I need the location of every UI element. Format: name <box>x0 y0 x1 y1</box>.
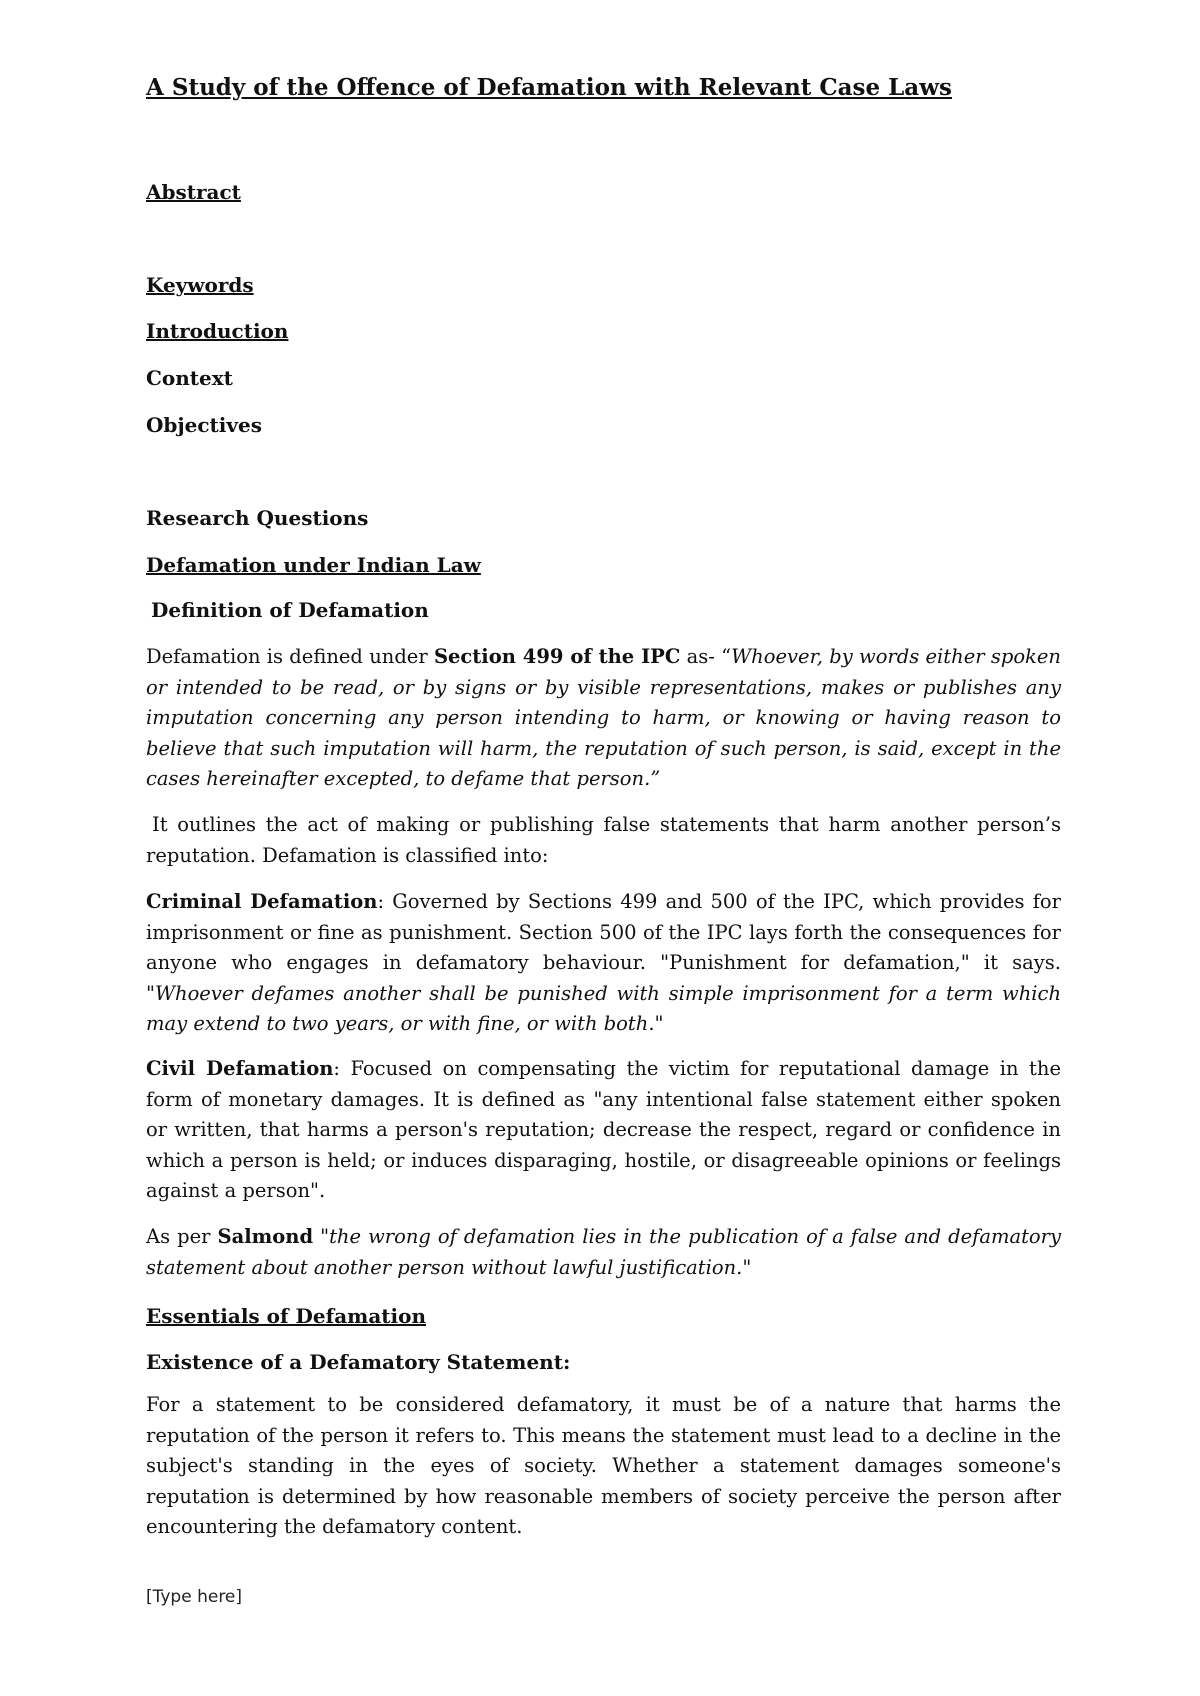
heading-essentials: Essentials of Defamation <box>146 1304 427 1328</box>
criminal-defamation-text: : Governed by Sections 499 and 500 of the IPC, which provides for imprisonment or fine as punishment. Section 500 of the IPC lays forth the consequences for anyone who engages in defamatory behaviour. "Punishment for defamation," it says. <box>146 890 1061 974</box>
criminal-defamation-term: Criminal Defamation <box>146 890 378 913</box>
heading-existence: Existence of a Defamatory Statement: <box>146 1350 571 1374</box>
heading-research-questions: Research Questions <box>146 506 369 530</box>
definition-section-ref: Section 499 of the IPC <box>433 645 681 668</box>
paragraph-outline: It outlines the act of making or publishing false statements that harm another person’s reputation. Defamation is classified into: <box>146 813 1061 867</box>
heading-definition: Definition of Defamation <box>151 598 429 622</box>
paragraph-civil-defamation <box>146 1054 1061 1207</box>
paragraph-criminal-defamation <box>146 887 1061 1040</box>
heading-defamation-indian-law: Defamation under Indian Law <box>146 553 481 577</box>
paragraph-salmond <box>146 1222 1061 1283</box>
civil-defamation-term: Civil Defamation <box>146 1057 334 1080</box>
paragraph-existence: For a statement to be considered defamatory, it must be of a nature that harms the reputation of the person it refers to. This means the statement must lead to a decline in the subject's standing in the eyes of society. Whether a statement damages someone's reputation is determined by how reasonable members of society perceive the person after encountering the defamatory content. <box>146 1393 1061 1538</box>
criminal-defamation-quote: "Whoever defames another shall be punished with simple imprisonment for a term which may extend to two years, or with fine, or with both." <box>146 981 1061 1035</box>
heading-abstract: Abstract <box>146 180 241 204</box>
salmond-pre: As per <box>146 1225 218 1248</box>
heading-context: Context <box>146 366 233 390</box>
document-title: A Study of the Offence of Defamation with Relevant Case Laws <box>146 74 952 101</box>
paragraph-definition <box>146 642 1061 795</box>
definition-pre: Defamation is defined under <box>146 645 434 668</box>
heading-objectives: Objectives <box>146 413 262 437</box>
page-footer: [Type here] <box>146 1587 243 1607</box>
definition-quote: Whoever, by words either spoken or intended to be read, or by signs or by visible representations, makes or publishes any imputation concerning any person intending to harm, or knowing or having reason to believe that such imputation will harm, the reputation of such person, is said, except in the cases hereinafter excepted, to defame that person.” <box>146 645 1061 790</box>
definition-mid: as- “ <box>680 645 732 668</box>
heading-introduction: Introduction <box>146 319 289 343</box>
salmond-name: Salmond <box>217 1225 314 1248</box>
civil-defamation-text: : Focused on compensating the victim for reputational damage in the form of monetary damages. It is defined as "any intentional false statement either spoken or written, that harms a person's reputation; decrease the respect, regard or confidence in which a person is held; or induces disparaging, hostile, or disagreeable opinions or feelings against a person". <box>146 1057 1061 1202</box>
salmond-quote: "the wrong of defamation lies in the publication of a false and defamatory statement about another person without lawful justification." <box>146 1225 1061 1279</box>
heading-keywords: Keywords <box>146 273 254 297</box>
